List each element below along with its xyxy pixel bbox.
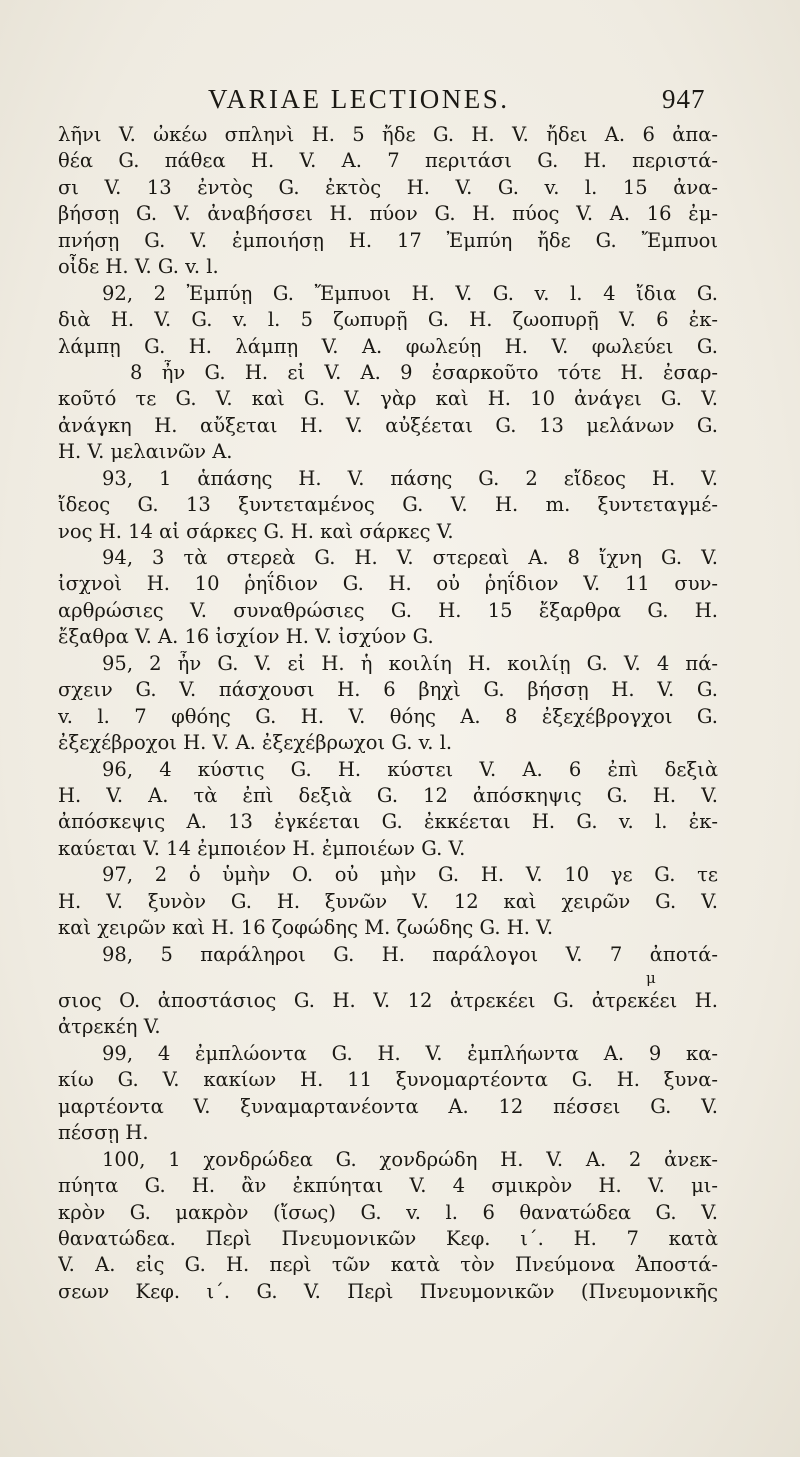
text-line: H. V. A. τὰ ἐπὶ δεξιὰ G. 12 ἀπόσκηψις G. H. V. <box>58 783 718 807</box>
text-line: πνήσῃ G. V. ἐμποιήσῃ H. 17 Ἐμπύη ἤδε G. Ἔμπυοι <box>58 228 718 252</box>
text-line: πέσσῃ H. <box>58 1121 149 1145</box>
text-line: ἀνάγκη H. αὔξεται H. V. αὐξέεται G. 13 μελάνων G. <box>58 413 718 437</box>
text-line: κοῦτό τε G. V. καὶ G. V. γὰρ καὶ H. 10 ἀνάγει G. V. <box>58 387 718 411</box>
text-line: σι V. 13 ἐντὸς G. ἐκτὸς H. V. G. v. l. 15 ἀνα- <box>58 175 718 199</box>
text-line: 96, 4 κύστις G. H. κύστει V. A. 6 ἐπὶ δεξιὰ <box>102 757 718 781</box>
text-line: βήσσῃ G. V. ἀναβήσσει H. πύον G. H. πύος V. A. 16 ἐμ- <box>58 202 718 226</box>
text-line: V. A. εἰς G. H. περὶ τῶν κατὰ τὸν Πνεύμονα Ἀποστά- <box>58 1253 718 1277</box>
text-line: αρθρώσιες V. συναθρώσιες G. H. 15 ἔξαρθρα G. H. <box>58 598 718 622</box>
text-line: 98, 5 παράληροι G. H. παράλογοι V. 7 ἀποτά- <box>102 942 718 966</box>
text-line: μαρτέοντα V. ξυναμαρτανέοντα A. 12 πέσσει G. V. <box>58 1094 718 1118</box>
text-line: 97, 2 ὁ ὑμὴν O. οὐ μὴν G. H. V. 10 γε G. τε <box>102 863 718 887</box>
page-header <box>0 84 800 124</box>
text-line: 93, 1 ἁπάσης H. V. πάσης G. 2 εἴδεος H. V. <box>102 466 718 490</box>
text-line: θέα G. πάθεα H. V. A. 7 περιτάσι G. H. περιστά- <box>58 149 718 173</box>
text-line: κρὸν G. μακρὸν (ἴσως) G. v. l. 6 θανατώδεα G. V. <box>58 1200 718 1224</box>
text-line: λάμπῃ G. H. λάμπῃ V. A. φωλεύῃ H. V. φωλεύει G. <box>58 334 718 358</box>
text-line: ἐξεχέβροχοι H. V. A. ἐξεχέβρωχοι G. v. l. <box>58 731 453 755</box>
text-line: καύεται V. 14 ἐμποιέον H. ἐμποιέων G. V. <box>58 836 466 860</box>
text-line: σιος O. ἀποστάσιος G. H. V. 12 ἀτρεκέει G. ἀτρεκέει H. <box>58 989 718 1012</box>
text-line: v. l. 7 φθόης G. H. V. θόης A. 8 ἐξεχέβρογχοι G. <box>58 704 718 728</box>
text-line: διὰ H. V. G. v. l. 5 ζωπυρῇ G. H. ζωοπυρῇ V. 6 ἐκ- <box>58 308 718 332</box>
running-head: VARIAE LECTIONES. <box>208 84 510 114</box>
text-line: κίω G. V. κακίων H. 11 ξυνομαρτέοντα G. H. ξυνα- <box>58 1068 718 1092</box>
text-line: ἀτρεκέη V. <box>58 1015 161 1039</box>
text-line: 8 ἦν G. H. εἰ V. A. 9 ἐσαρκοῦτο τότε H. ἐσαρ- <box>130 360 718 384</box>
text-line: σεων Κεφ. ι΄. G. V. Περὶ Πνευμονικῶν (Πνευμονικῆς <box>58 1279 718 1303</box>
text-line: 100, 1 χονδρώδεα G. χονδρώδη H. V. A. 2 ἀνεκ- <box>102 1147 718 1171</box>
text-line: θανατώδεα. Περὶ Πνευμονικῶν Κεφ. ι΄. H. 7 κατὰ <box>58 1226 718 1250</box>
text-line: ἔξαθρα V. A. 16 ἰσχίον H. V. ἰσχύον G. <box>58 625 434 649</box>
page-number: 947 <box>662 84 706 114</box>
text-line: καὶ χειρῶν καὶ H. 16 ζοφώδης M. ζωώδης G. H. V. <box>58 916 554 940</box>
text-line: σχειν G. V. πάσχουσι H. 6 βηχὶ G. βήσσῃ H. V. G. <box>58 678 718 702</box>
text-line: H. V. μελαινῶν A. <box>58 440 233 464</box>
text-line: λῆνι V. ὠκέω σπληνὶ H. 5 ἤδε G. H. V. ἤδει A. 6 ἀπα- <box>58 123 718 146</box>
text-line: 94, 3 τὰ στερεὰ G. H. V. στερεαὶ A. 8 ἴχνη G. V. <box>102 546 718 569</box>
text-line: οἶδε H. V. G. v. l. <box>58 255 219 279</box>
text-line: 92, 2 Ἐμπύῃ G. Ἔμπυοι H. V. G. v. l. 4 ἴδια G. <box>102 281 718 305</box>
text-line: ἴδεος G. 13 ξυντεταμένος G. V. H. m. ξυντεταγμέ- <box>58 493 718 517</box>
text-line: 95, 2 ἦν G. V. εἰ H. ἡ κοιλίη H. κοιλίῃ G. V. 4 πά- <box>102 651 718 675</box>
apparatus-text <box>58 122 718 1305</box>
text-line: ἀπόσκεψις A. 13 ἐγκέεται G. ἐκκέεται H. G. v. l. ἐκ- <box>58 810 718 834</box>
text-line: μ <box>646 969 656 987</box>
text-line: ἰσχνοὶ H. 10 ῥηΐδιον G. H. οὐ ῥηΐδιον V. 11 συν- <box>58 572 718 596</box>
text-line: νος H. 14 αἱ σάρκες G. H. καὶ σάρκες V. <box>58 519 454 543</box>
text-line: πύητα G. H. ἂν ἐκπύηται V. 4 σμικρὸν H. V. μι- <box>58 1174 718 1198</box>
text-line: 99, 4 ἐμπλώοντα G. H. V. ἐμπλήωντα A. 9 κα- <box>102 1041 718 1065</box>
text-line: H. V. ξυνὸν G. H. ξυνῶν V. 12 καὶ χειρῶν G. V. <box>58 889 718 913</box>
